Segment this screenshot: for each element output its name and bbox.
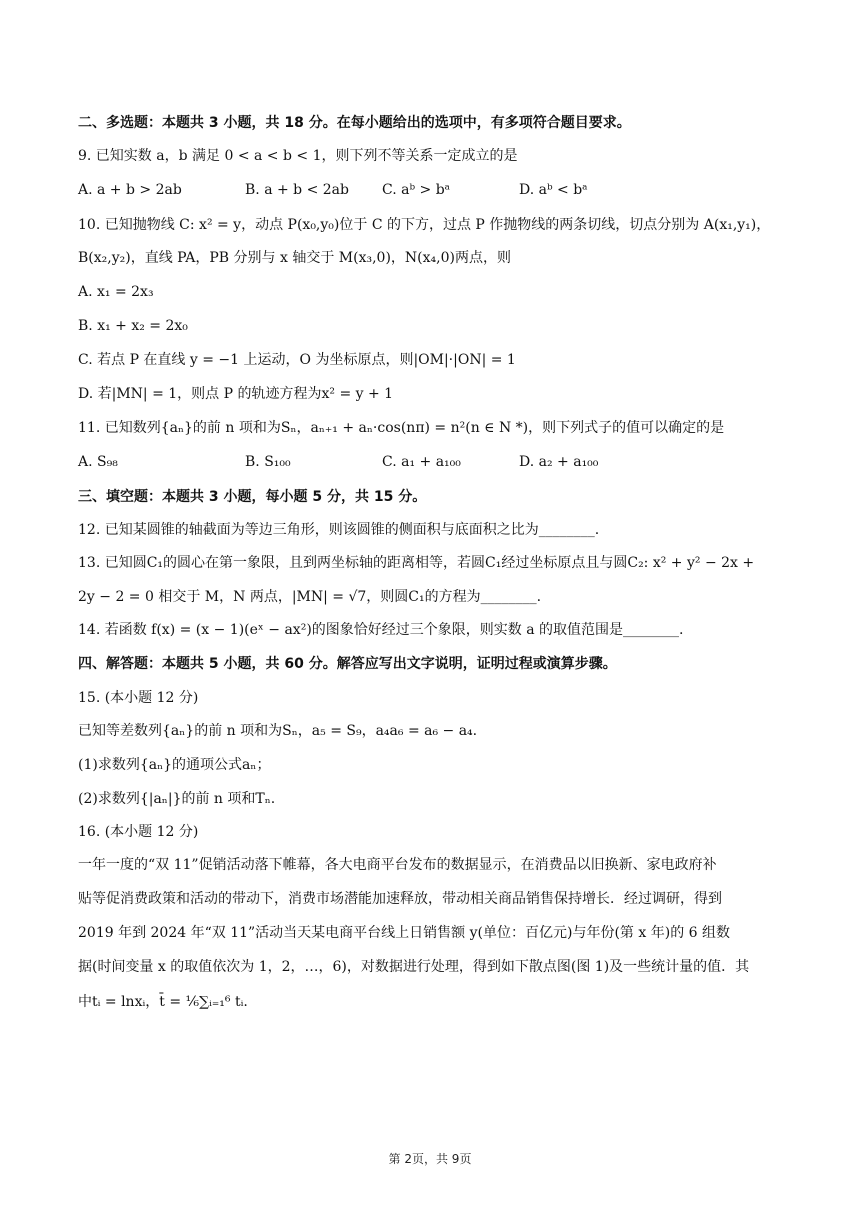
q16-paragraph-line4: 据(时间变量 x 的取值依次为 1，2，…，6)，对数据进行处理，得到如下散点图(图 1)及一些统计量的值．其 bbox=[78, 959, 750, 975]
q10-option-c: C. 若点 P 在直线 y = −1 上运动，O 为坐标原点，则|OM|·|ON| = 1 bbox=[78, 352, 516, 368]
q9-option-d: D. aᵇ < bᵃ bbox=[519, 182, 588, 198]
q11-stem: 11. 已知数列{aₙ}的前 n 项和为Sₙ，aₙ₊₁ + aₙ·cos(nπ) = n²(n ∈ N *)，则下列式子的值可以确定的是 bbox=[78, 420, 725, 436]
section-answer-heading: 四、解答题：本题共 5 小题，共 60 分。解答应写出文字说明，证明过程或演算步骤。 bbox=[78, 656, 617, 672]
q11-option-d: D. a₂ + a₁₀₀ bbox=[519, 454, 599, 470]
q9-option-c: C. aᵇ > bᵃ bbox=[382, 182, 451, 198]
q10-option-a: A. x₁ = 2x₃ bbox=[78, 284, 154, 300]
q15-stem: 已知等差数列{aₙ}的前 n 项和为Sₙ，a₅ = S₉，a₄a₆ = a₆ − a₄. bbox=[78, 723, 478, 739]
q10-option-d: D. 若|MN| = 1，则点 P 的轨迹方程为x² = y + 1 bbox=[78, 386, 394, 402]
section-fill-blank-heading: 三、填空题：本题共 3 小题，每小题 5 分，共 15 分。 bbox=[78, 489, 427, 505]
q9-option-a: A. a + b > 2ab bbox=[78, 182, 182, 198]
q16-paragraph-line2: 贴等促消费政策和活动的带动下，消费市场潜能加速释放，带动相关商品销售保持增长．经过调研，得到 bbox=[78, 891, 722, 907]
q9-option-b: B. a + b < 2ab bbox=[245, 182, 349, 198]
q9-stem: 9. 已知实数 a，b 满足 0 < a < b < 1，则下列不等关系一定成立的是 bbox=[78, 148, 518, 164]
q14-stem: 14. 若函数 f(x) = (x − 1)(eˣ − ax²)的图象恰好经过三个象限，则实数 a 的取值范围是________. bbox=[78, 622, 684, 638]
q16-heading: 16. (本小题 12 分) bbox=[78, 824, 199, 840]
q16-paragraph-line3: 2019 年到 2024 年“双 11”活动当天某电商平台线上日销售额 y(单位：百亿元)与年份(第 x 年)的 6 组数 bbox=[78, 925, 730, 941]
q11-option-a: A. S₉₈ bbox=[78, 454, 118, 470]
q10-option-b: B. x₁ + x₂ = 2x₀ bbox=[78, 318, 188, 334]
q12-stem: 12. 已知某圆锥的轴截面为等边三角形，则该圆锥的侧面积与底面积之比为________. bbox=[78, 522, 600, 538]
q16-paragraph-line5: 中tᵢ = lnxᵢ，t̄ = ⅙∑ᵢ₌₁⁶ tᵢ. bbox=[78, 994, 248, 1010]
q15-part2: (2)求数列{|aₙ|}的前 n 项和Tₙ. bbox=[78, 791, 276, 807]
section-multi-choice-heading: 二、多选题：本题共 3 小题，共 18 分。在每小题给出的选项中，有多项符合题目要求。 bbox=[78, 115, 631, 131]
q11-option-b: B. S₁₀₀ bbox=[245, 454, 291, 470]
page-footer: 第 2页，共 9页 bbox=[388, 1152, 472, 1166]
q15-heading: 15. (本小题 12 分) bbox=[78, 690, 199, 706]
q11-option-c: C. a₁ + a₁₀₀ bbox=[382, 454, 461, 470]
q10-stem-line2: B(x₂,y₂)，直线 PA，PB 分别与 x 轴交于 M(x₃,0)，N(x₄,0)两点，则 bbox=[78, 250, 511, 266]
q13-stem-line1: 13. 已知圆C₁的圆心在第一象限，且到两坐标轴的距离相等，若圆C₁经过坐标原点且与圆C₂: x² + y² − 2x + bbox=[78, 555, 755, 571]
q13-stem-line2: 2y − 2 = 0 相交于 M，N 两点，|MN| = √7，则圆C₁的方程为________. bbox=[78, 589, 542, 605]
q16-paragraph-line1: 一年一度的“双 11”促销活动落下帷幕，各大电商平台发布的数据显示，在消费品以旧换新、家电政府补 bbox=[78, 857, 717, 873]
q15-part1: (1)求数列{aₙ}的通项公式aₙ； bbox=[78, 757, 271, 773]
q10-stem-line1: 10. 已知抛物线 C: x² = y，动点 P(x₀,y₀)位于 C 的下方，过点 P 作抛物线的两条切线，切点分别为 A(x₁,y₁)， bbox=[78, 217, 771, 233]
